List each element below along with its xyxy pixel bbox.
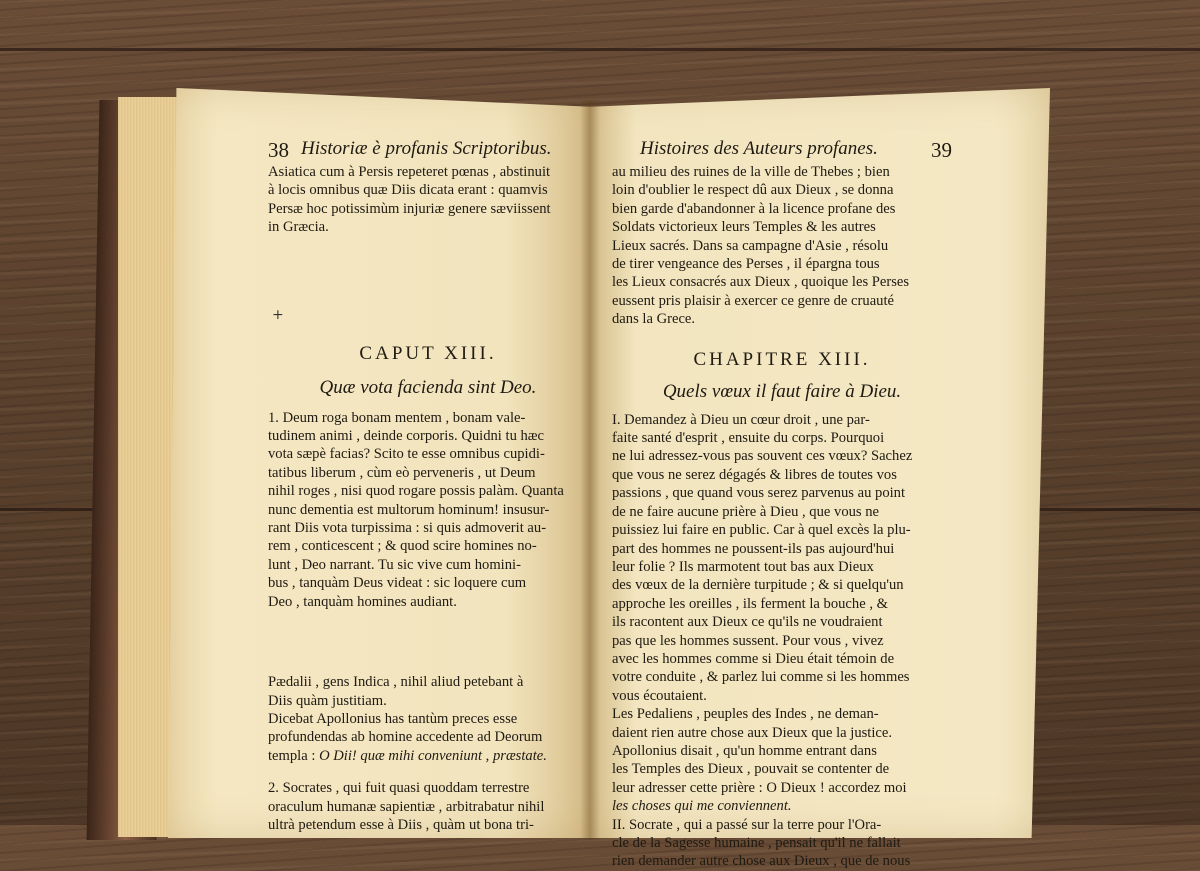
text-line: passions , que quand vous serez parvenus au point — [612, 485, 906, 502]
right-running-head: Histoires des Auteurs profanes. — [640, 138, 878, 159]
text-line: Pædalii , gens Indica , nihil aliud petebant à — [268, 674, 524, 691]
text-line: Lieux sacrés. Dans sa campagne d'Asie , résolu — [612, 237, 889, 254]
text-line — [268, 747, 588, 765]
text-line: nihil roges , nisi quod rogare possis palàm. Quanta — [268, 483, 564, 500]
text-line: bus , tanquàm Deus videat : sic loquere cum — [268, 575, 527, 592]
right-intro-paragraph — [612, 163, 952, 329]
left-page-number: 38 — [268, 138, 289, 162]
text-line: que vous ne serez dégagés & libres de toutes vos — [612, 466, 897, 483]
right-paragraph-1 — [612, 411, 952, 706]
right-chapter-subtitle: Quels vœux il faut faire à Dieu. — [662, 380, 902, 402]
text-line: rem , conticescent ; & quod scire homines no- — [268, 538, 537, 555]
text-line: puissiez lui faire en public. Car à quel excès la plu- — [612, 522, 911, 539]
text-line: les Lieux consacrés aux Dieux , quoique les Perses — [612, 274, 910, 291]
left-chapter-title: CAPUT XIII. — [359, 342, 497, 364]
text-line: les choses qui me conviennent. — [612, 798, 792, 815]
text-line: avec les hommes comme si Dieu était témoin de — [612, 650, 895, 667]
text-line: tatibus liberum , cùm eò perveneris , ut Deum — [268, 464, 536, 481]
text-line: II. Socrate , qui a passé sur la terre pour l'Ora- — [612, 816, 882, 833]
text-line: Apollonius disait , qu'un homme entrant dans — [612, 742, 877, 759]
text-line: ils racontent aux Dieux ce qu'ils ne voudraient — [612, 614, 883, 631]
text-line: rant Diis vota turpissima : si quis admoverit au- — [268, 520, 547, 537]
table-board-seam — [0, 48, 1200, 51]
text-line: lunt , Deo narrant. Tu sic vive cum homini- — [268, 556, 521, 573]
text-line: à locis omnibus quæ Diis dicata erant : quamvis — [268, 182, 548, 199]
text-line: leur folie ? Ils marmotent tout bas aux Dieux — [612, 558, 874, 575]
right-paragraph-4 — [612, 816, 952, 871]
text-line: in Græcia. — [268, 219, 329, 236]
text-line: daient rien autre chose aux Dieux que la justice. — [612, 724, 893, 741]
text-line: bien garde d'abandonner à la licence profane des — [612, 200, 896, 217]
left-page-text — [268, 138, 588, 834]
text-line: profundendas ab homine accedente ad Deorum — [268, 729, 543, 746]
right-page-number: 39 — [931, 138, 952, 162]
text-line: Diis quàm justitiam. — [268, 692, 387, 709]
text-line: vota sæpè facias? Scito te esse omnibus cupidi- — [268, 446, 545, 463]
text-line: part des hommes ne poussent-ils pas aujourd'hui — [612, 540, 895, 557]
text-line: loin d'oublier le respect dû aux Dieux , se donna — [612, 182, 894, 199]
text-span: templa : — [268, 747, 320, 764]
left-intro-paragraph — [268, 163, 588, 237]
text-line: Asiatica cum à Persis repeteret pœnas , abstinuit — [268, 164, 551, 180]
text-line: ne lui adressez-vous pas souvent ces vœux? Sachez — [612, 448, 913, 465]
left-running-head: Historiæ è profanis Scriptoribus. — [301, 138, 552, 159]
text-line: votre conduite , & parlez lui comme si les hommes — [612, 669, 910, 686]
text-line: de tirer vengeance des Perses , il épargna tous — [612, 256, 880, 273]
left-paragraph-4 — [268, 779, 588, 834]
text-line: Dicebat Apollonius has tantùm preces esse — [268, 710, 518, 727]
left-paragraph-3 — [268, 710, 588, 765]
text-line: pas que les hommes sussent. Pour vous , vivez — [612, 632, 884, 649]
text-line: Les Pedaliens , peuples des Indes , ne deman- — [612, 706, 879, 723]
text-line: 1. Deum roga bonam mentem , bonam vale- — [268, 409, 526, 426]
text-line: I. Demandez à Dieu un cœur droit , une par- — [612, 411, 870, 428]
text-line: eussent pris plaisir à exercer ce genre de cruauté — [612, 292, 894, 309]
left-paragraph-2 — [268, 673, 588, 710]
text-line: des vœux de la dernière turpitude ; & si quelqu'un — [612, 577, 904, 594]
left-chapter-subtitle: Quæ vota facienda sint Deo. — [319, 376, 537, 398]
text-line: leur adresser cette prière : O Dieux ! accordez moi — [612, 779, 907, 796]
text-line: nunc dementia est multorum hominum! insusur- — [268, 501, 550, 518]
text-line: Soldats victorieux leurs Temples & les autres — [612, 219, 876, 236]
text-line: Persæ hoc potissimùm injuriæ genere sæviissent — [268, 200, 551, 217]
right-chapter-title: CHAPITRE XIII. — [693, 348, 871, 370]
left-running-header — [268, 138, 588, 163]
text-line: de ne faire aucune prière à Dieu , que vous ne — [612, 503, 880, 520]
quoted-prayer: O Dii! quæ mihi conveniunt , præstate. — [319, 747, 547, 764]
right-paragraph-2 — [612, 705, 952, 742]
text-line: approche les oreilles , ils ferment la bouche , & — [612, 595, 888, 612]
text-line: au milieu des ruines de la ville de Thebes ; bien — [612, 164, 890, 180]
text-line: les Temples des Dieux , pouvait se contenter de — [612, 761, 890, 778]
text-line: vous écoutaient. — [612, 687, 707, 704]
right-running-header — [612, 138, 952, 163]
right-paragraph-3 — [612, 742, 952, 816]
text-line: rien demander autre chose aux Dieux , que de nous — [612, 853, 911, 870]
text-line: dans la Grece. — [612, 311, 696, 328]
left-paragraph-1 — [268, 409, 588, 611]
right-page-text — [612, 138, 952, 871]
text-line: ultrà petendum esse à Diis , quàm ut bona tri- — [268, 816, 534, 833]
stray-mark: + — [272, 307, 284, 323]
text-line: 2. Socrates , qui fuit quasi quoddam terrestre — [268, 780, 530, 797]
text-line: oraculum humanæ sapientiæ , arbitrabatur nihil — [268, 798, 545, 815]
text-line: faite santé d'esprit , ensuite du corps. Pourquoi — [612, 430, 885, 447]
text-line: tudinem animi , deinde corporis. Quidni tu hæc — [268, 428, 545, 445]
text-line: cle de la Sagesse humaine , pensait qu'il ne fallait — [612, 835, 901, 851]
text-line: Deo , tanquàm homines audiant. — [268, 593, 457, 610]
